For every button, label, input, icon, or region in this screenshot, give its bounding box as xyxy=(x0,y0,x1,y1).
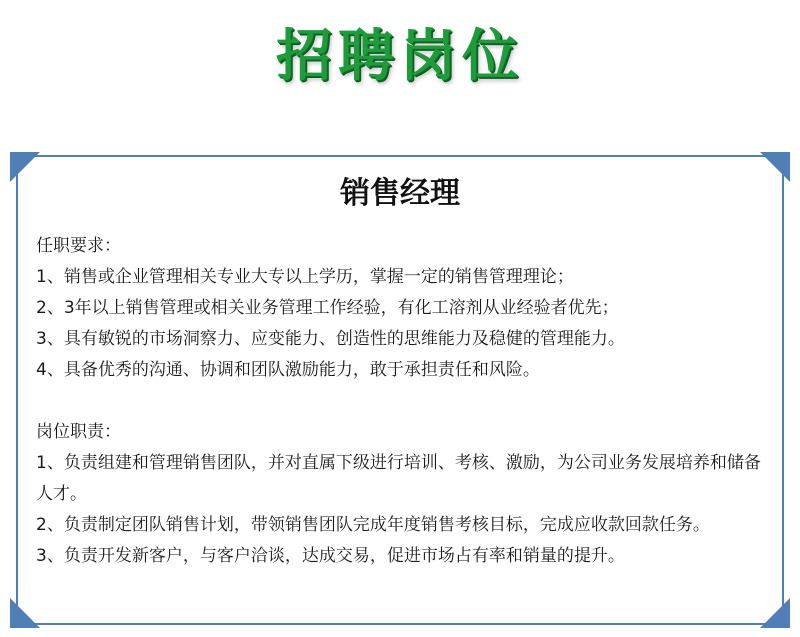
job-description xyxy=(36,231,771,572)
duty-item: 1、负责组建和管理销售团队，并对直属下级进行培训、考核、激励，为公司业务发展培养和储备人才。 xyxy=(36,453,761,504)
banner-title: 招聘岗位 xyxy=(276,24,524,89)
frame-corner-bottom-right xyxy=(760,598,790,628)
duty-item: 2、负责制定团队销售计划，带领销售团队完成年度销售考核目标，完成应收款回款任务。 xyxy=(36,515,710,535)
requirement-item: 2、3年以上销售管理或相关业务管理工作经验，有化工溶剂从业经验者优先； xyxy=(36,298,619,318)
section-spacer xyxy=(36,386,771,417)
requirement-item: 4、具备优秀的沟通、协调和团队激励能力，敢于承担责任和风险。 xyxy=(36,360,540,380)
duty-item: 3、负责开发新客户，与客户洽谈，达成交易，促进市场占有率和销量的提升。 xyxy=(36,546,625,566)
requirement-item: 1、销售或企业管理相关专业大专以上学历，掌握一定的销售管理理论； xyxy=(36,267,574,287)
requirements-heading: 任职要求： xyxy=(36,236,121,256)
frame-corner-bottom-left xyxy=(10,598,40,628)
job-title: 销售经理 xyxy=(340,176,460,211)
duties-heading: 岗位职责： xyxy=(36,422,121,442)
requirement-item: 3、具有敏锐的市场洞察力、应变能力、创造性的思维能力及稳健的管理能力。 xyxy=(36,329,625,349)
